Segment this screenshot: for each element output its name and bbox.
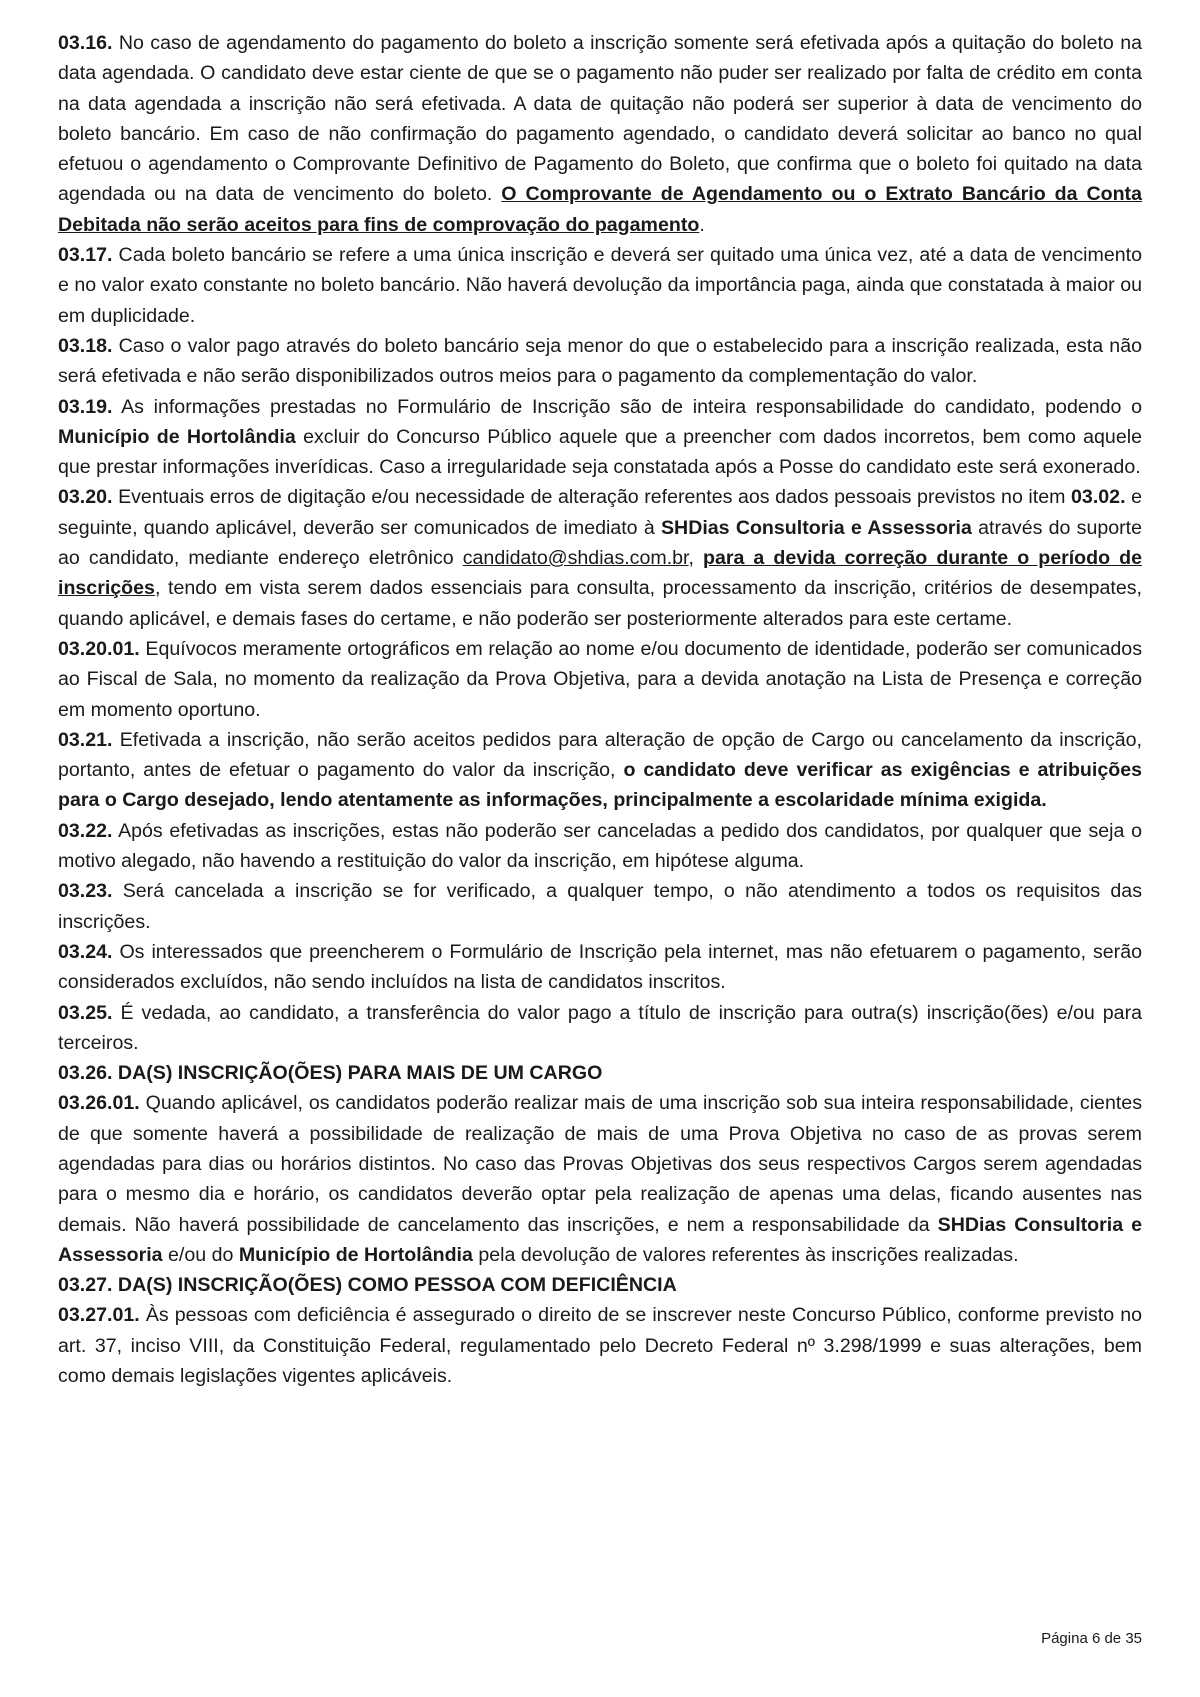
paragraph-03-19: [58, 392, 1142, 483]
page-number: Página 6 de 35: [1041, 1630, 1142, 1647]
item-number: 03.27.01.: [58, 1304, 140, 1327]
item-number: 03.24.: [58, 940, 113, 963]
paragraph-text: Cada boleto bancário se refere a uma única inscrição e deverá ser quitado uma única vez, até a data de vencimento e no valor exato constante no boleto bancário. Não haverá devolução da importância paga, ainda que constatada à maior ou em duplicidade.: [58, 244, 1142, 327]
emphasis-text: o candidato deve verificar as exigências e atribuições para o Cargo desejado, lendo atentamente as informações, principalmente a escolaridade mínima exigida.: [58, 759, 1143, 812]
company-name: SHDias Consultoria e Assessoria: [58, 1213, 1142, 1266]
paragraph-text: É vedada, ao candidato, a transferência do valor pago a título de inscrição para outra(s) inscrição(ões) e/ou para terceiros.: [58, 1001, 1142, 1054]
paragraph-text: pela devolução de valores referentes às inscrições realizadas.: [472, 1243, 1019, 1266]
paragraph-03-22: [58, 816, 1142, 877]
item-number: 03.21.: [58, 728, 113, 751]
item-number: 03.16.: [58, 32, 113, 54]
paragraph-text: , tendo em vista serem dados essenciais para consulta, processamento da inscrição, critérios de desempates, quando aplicável, e demais fases do certame, e não poderão ser posteriormente alterados para este certame.: [58, 577, 1142, 630]
paragraph-text: excluir do Concurso Público aquele que a preencher com dados incorretos, bem como aquele que prestar informações inverídicas. Caso a irregularidade seja constatada após a Posse do candidato este será exonerado.: [58, 425, 1142, 479]
item-number: 03.20.01.: [58, 637, 140, 660]
paragraph-text: ,: [688, 547, 703, 570]
item-number: 03.17.: [58, 244, 113, 267]
paragraph-03-23: [58, 876, 1142, 937]
paragraph-text: Eventuais erros de digitação e/ou necessidade de alteração referentes aos dados pessoais previstos no item: [112, 486, 1072, 509]
paragraph-03-24: [58, 937, 1142, 998]
section-heading-03-26: 03.26. DA(S) INSCRIÇÃO(ÕES) PARA MAIS DE UM CARGO: [58, 1062, 603, 1085]
paragraph-text: Será cancelada a inscrição se for verificado, a qualquer tempo, o não atendimento a todos os requisitos das inscrições.: [58, 880, 1142, 933]
section-heading-03-27: 03.27. DA(S) INSCRIÇÃO(ÕES) COMO PESSOA COM DEFICIÊNCIA: [58, 1274, 677, 1297]
paragraph-text: através do suporte ao candidato, mediante endereço eletrônico: [58, 516, 1143, 570]
paragraph-03-20-01: [58, 634, 1142, 725]
paragraph-text: Os interessados que preencherem o Formulário de Inscrição pela internet, mas não efetuarem o pagamento, serão considerados excluídos, não sendo incluídos na lista de candidatos inscritos.: [58, 940, 1142, 994]
paragraph-text: e seguinte, quando aplicável, deverão ser comunicados de imediato à: [58, 486, 1142, 539]
paragraph-03-20: [58, 482, 1142, 633]
emphasis-text: Município de Hortolândia: [58, 425, 296, 448]
paragraph-text: .: [699, 213, 705, 236]
company-name: SHDias Consultoria e Assessoria: [660, 516, 972, 539]
paragraph-text: No caso de agendamento do pagamento do boleto a inscrição somente será efetivada após a quitação do boleto na data agendada. O candidato deve estar ciente de que se o pagamento não puder ser realizado por falta de crédito em conta na data agendada a inscrição não será efetivada. A data de quitação não poderá ser superior à data de vencimento do boleto bancário. Em caso de não confirmação do pagamento agendado, o candidato deverá solicitar ao banco no qual efetuou o agendamento o Comprovante Definitivo de Pagamento do Boleto, que confirma que o boleto foi quitado na data agendada ou na data de vencimento do boleto.: [58, 32, 1142, 206]
paragraph-text: Caso o valor pago através do boleto bancário seja menor do que o estabelecido para a inscrição realizada, esta não será efetivada e não serão disponibilizados outros meios para o pagamento da complementação do valor.: [58, 334, 1142, 388]
paragraph-03-21: [58, 725, 1142, 816]
paragraph-text: Efetivada a inscrição, não serão aceitos pedidos para alteração de opção de Cargo ou cancelamento da inscrição, portanto, antes de efetuar o pagamento do valor da inscrição,: [58, 728, 1142, 782]
paragraph-03-25: [58, 998, 1142, 1059]
item-number: 03.25.: [58, 1001, 113, 1024]
item-reference: 03.02.: [1071, 486, 1126, 509]
paragraph-text: Quando aplicável, os candidatos poderão realizar mais de uma inscrição sob sua inteira responsabilidade, cientes de que somente haverá a possibilidade de realização de mais de uma Prova Objetiva no caso de as provas serem agendadas para dias ou horários distintos. No caso das Provas Objetivas dos seus respectivos Cargos serem agendadas para o mesmo dia e horário, os candidatos deverão optar pela realização de apenas uma delas, ficando ausentes nas demais. Não haverá possibilidade de cancelamento das inscrições, e nem a responsabilidade da: [58, 1092, 1142, 1236]
document-page: [58, 28, 1142, 1391]
municipality-name: Município de Hortolândia: [238, 1243, 473, 1266]
paragraph-03-27-01: [58, 1300, 1142, 1391]
paragraph-text: e/ou do: [162, 1243, 239, 1266]
item-number: 03.26.01.: [58, 1092, 140, 1115]
item-number: 03.23.: [58, 880, 113, 903]
item-number: 03.18.: [58, 334, 113, 357]
paragraph-03-16: [58, 28, 1142, 240]
paragraph-text: Equívocos meramente ortográficos em relação ao nome e/ou documento de identidade, poderão ser comunicados ao Fiscal de Sala, no momento da realização da Prova Objetiva, para a devida anotação na Lista de Presença e correção em momento oportuno.: [58, 637, 1142, 721]
paragraph-text: Após efetivadas as inscrições, estas não poderão ser canceladas a pedido dos candidatos, por qualquer que seja o motivo alegado, não havendo a restituição do valor da inscrição, em hipótese alguma.: [58, 819, 1142, 873]
item-number: 03.20.: [58, 486, 113, 509]
paragraph-03-17: [58, 240, 1142, 331]
item-number: 03.19.: [58, 395, 113, 418]
paragraph-text: As informações prestadas no Formulário de Inscrição são de inteira responsabilidade do candidato, podendo o: [112, 395, 1142, 418]
email-link[interactable]: candidato@shdias.com.br: [462, 547, 689, 570]
paragraph-03-18: [58, 331, 1142, 392]
item-number: 03.22.: [58, 819, 113, 842]
emphasis-text: O Comprovante de Agendamento ou o Extrato Bancário da Conta Debitada não serão aceitos para fins de comprovação do pagamento: [58, 183, 1142, 236]
paragraph-03-26-01: [58, 1088, 1142, 1270]
paragraph-text: Às pessoas com deficiência é assegurado o direito de se inscrever neste Concurso Público, conforme previsto no art. 37, inciso VIII, da Constituição Federal, regulamentado pelo Decreto Federal nº 3.298/1999 e suas alterações, bem como demais legislações vigentes aplicáveis.: [58, 1304, 1142, 1388]
emphasis-text: para a devida correção durante o período de inscrições: [58, 547, 1142, 600]
